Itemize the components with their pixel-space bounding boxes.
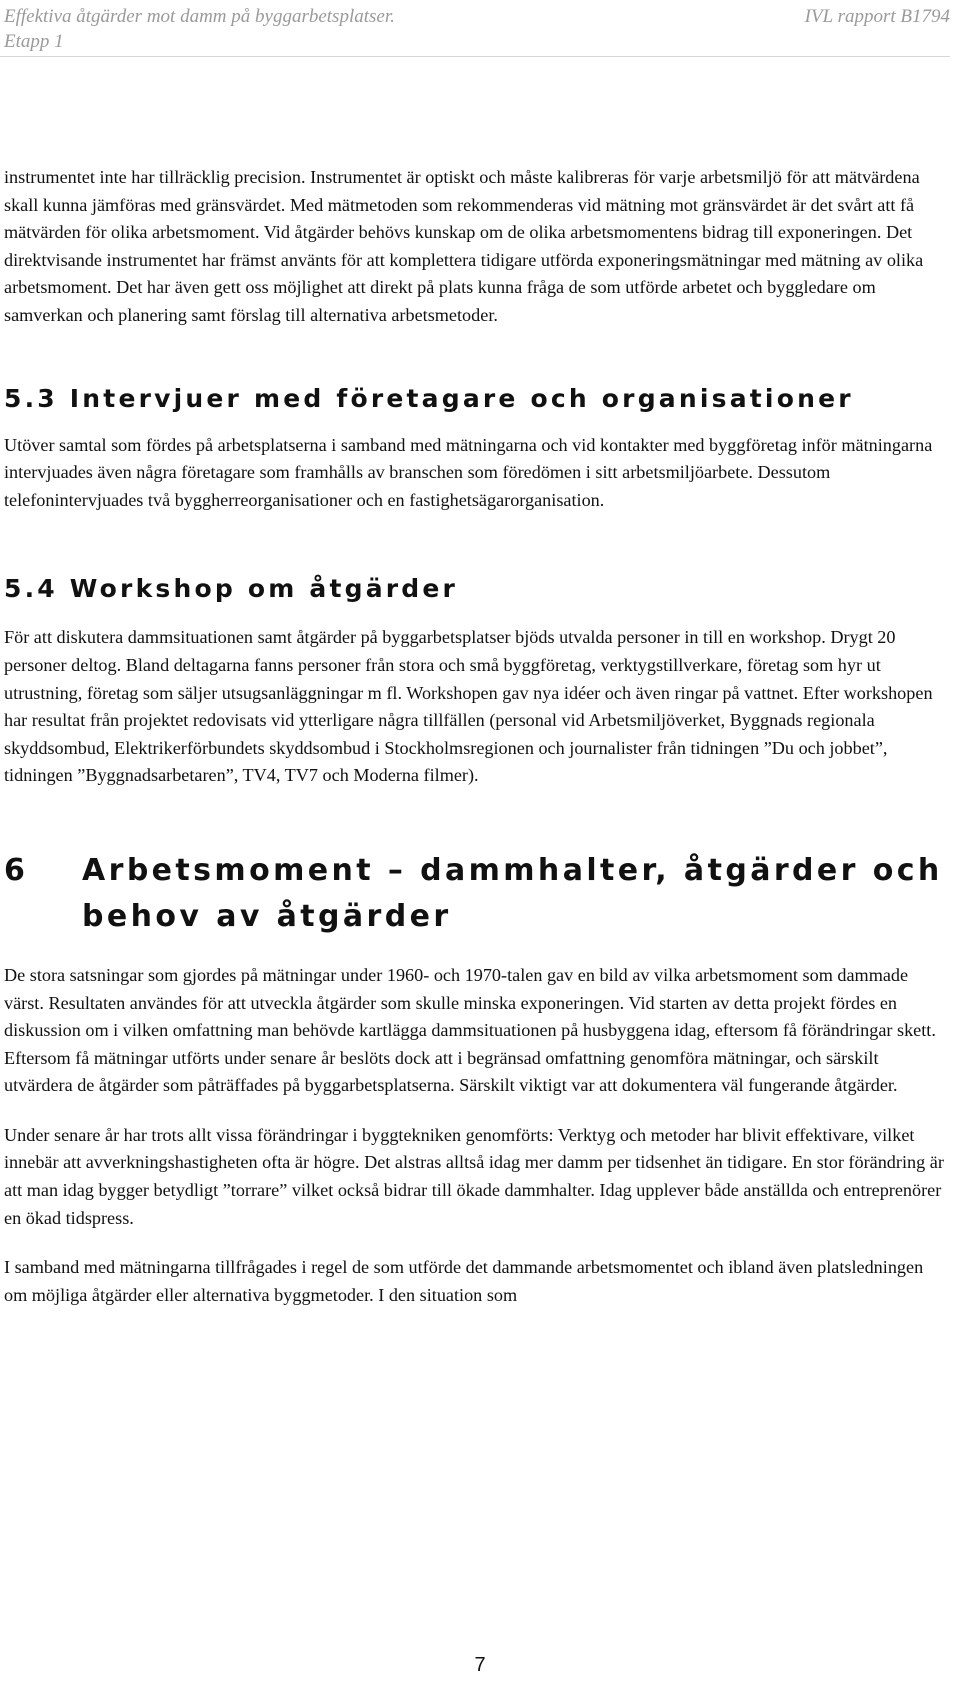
section-5-4-heading: 5.4 Workshop om åtgärder (4, 574, 459, 604)
chapter-6-paragraph-2: Under senare år har trots allt vissa förändringar i byggtekniken genomförts: Verktyg och metoder har blivit effektivare, vilket innebär att avverkningshastigheten ofta är högre. Det alstras alltså idag mer damm per tidsenhet än tidigare. En stor förändring är att man idag bygger betydligt ”torrare” vilket också bidrar till ökade dammhalter. Idag upplever både anställda och entreprenörer en ökad tidspress. (4, 1124, 944, 1228)
chapter-6-paragraph-3: I samband med mätningarna tillfrågades i regel de som utförde det dammande arbetsmomentet och ibland även platsledningen om möjliga åtgärder eller alternativa byggmetoder. I den situation som (4, 1257, 924, 1305)
chapter-6-heading (4, 848, 944, 940)
page-header (0, 4, 960, 54)
chapter-6-paragraph-1: De stora satsningar som gjordes på mätningar under 1960- och 1970-talen gav en bild av vilka arbetsmoment som dammade värst. Resultaten användes för att utveckla åtgärder som skulle minska exponeringen. Vid starten av detta projekt fördes en diskussion om i vilken omfattning man behövde kartlägga dammsituationen på husbyggena idag, eftersom få förändringar skett. Eftersom få mätningar utförts under senare år beslöts dock att i begränsad omfattning genomföra mätningar, och särskilt utvärdera de åtgärder som påträffades på byggarbetsplatserna. Särskilt viktigt var att dokumentera väl fungerande åtgärder. (4, 964, 936, 1096)
intro-paragraph: instrumentet inte har tillräcklig precision. Instrumentet är optiskt och måste kalibreras för varje arbetsmiljö för att mätvärdena skall kunna jämföras med gränsvärdet. Med mätmetoden som rekommenderas vid mätning mot gränsvärdet är det svårt att få mätvärden för olika arbetsmoment. Vid åtgärder behövs kunskap om de olika arbetsmomentens bidrag till exponeringen. Det direktvisande instrumentet har främst använts för att komplettera tidigare utförda exponeringsmätningar med mätning av olika arbetsmoment. Det har även gett oss möjlighet att direkt på plats kunna fråga de som utförde arbetet och byggledare om samverkan och planering samt förslag till alternativa arbetsmetoder. (4, 167, 924, 325)
section-5-3-heading: 5.3 Intervjuer med företagare och organisationer (4, 383, 854, 413)
header-divider (0, 56, 950, 57)
header-title-line-2: Etapp 1 (4, 31, 64, 52)
page-number: 7 (474, 1654, 486, 1676)
header-report-number: IVL rapport B1794 (804, 6, 950, 27)
header-title-line-1: Effektiva åtgärder mot damm på byggarbetsplatser. (4, 6, 395, 27)
section-5-3-paragraph: Utöver samtal som fördes på arbetsplatserna i samband med mätningarna och vid kontakter med byggföretag inför mätningarna intervjuades även några företagare som framhålls av branschen som föredömen i sitt arbetsmiljöarbete. Dessutom telefonintervjuades två byggherreorganisationer och en fastighetsägarorganisation. (4, 434, 933, 510)
page-body (4, 164, 944, 1309)
header-report-title (4, 4, 395, 54)
section-5-4-paragraph: För att diskutera dammsituationen samt åtgärder på byggarbetsplatser bjöds utvalda personer in till en workshop. Drygt 20 personer deltog. Bland deltagarna fanns personer från stora och små byggföretag, verktygstillverkare, företag som hyr ut utrustning, företag som säljer utsugsanläggningar m fl. Workshopen gav nya idéer och även ringar på vattnet. Efter workshopen har resultat från projektet redovisats vid ytterligare några tillfällen (personal vid Arbetsmiljöverket, Byggnads regionala skyddsombud, Elektrikerförbundets skyddsombud i Stockholmsregionen och journalister från tidningen ”Du och jobbet”, tidningen ”Byggnadsarbetaren”, TV4, TV7 och Moderna filmer). (4, 627, 933, 786)
chapter-6-number: 6 (4, 852, 29, 888)
chapter-6-title: Arbetsmoment – dammhalter, åtgärder och behov av åtgärder (82, 852, 943, 934)
